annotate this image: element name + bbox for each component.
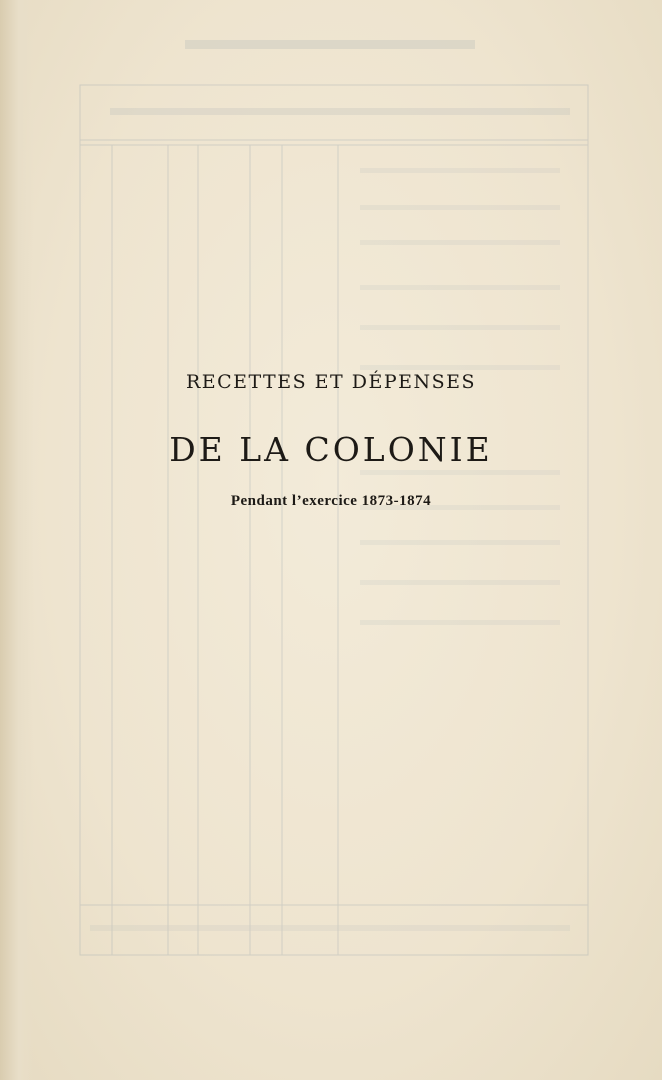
heading-de-la-colonie: DE LA COLONIE [169, 430, 493, 469]
heading-recettes-et-depenses: RECETTES ET DÉPENSES [185, 371, 477, 393]
title-block [0, 368, 662, 512]
heading-exercice-period: Pendant l’exercice 1873-1874 [230, 493, 432, 509]
